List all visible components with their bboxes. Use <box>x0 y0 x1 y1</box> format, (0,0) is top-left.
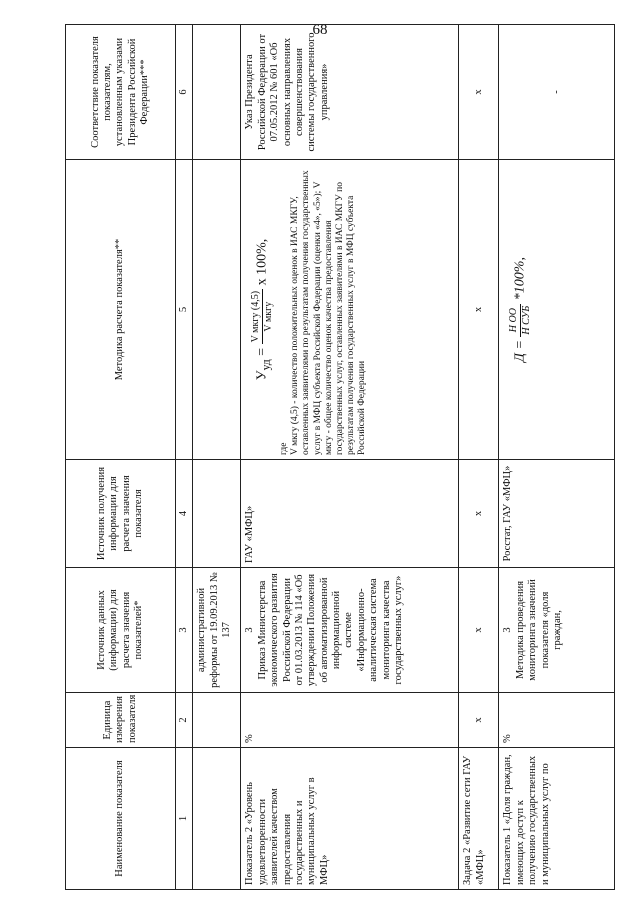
cell-name <box>193 748 241 890</box>
cell-method <box>241 160 459 460</box>
table-row <box>499 25 615 890</box>
header-method: Методика расчета показателя** <box>66 160 176 460</box>
cell-method <box>499 160 615 460</box>
cell-data-source: 3 Методика проведения мониторинга значений показателя «доля граждан, <box>499 568 615 693</box>
header-data-source: Источник данных (информации) для расчета значения показателей* <box>66 568 176 693</box>
satisfaction-formula: $У_{уд}$ = V мкгу (4,5) V мкгу x 100%, <box>250 238 275 381</box>
col-number: 3 <box>176 568 193 693</box>
header-decree: Соответствие показателя показателям, установленным указами Президента Российской Федерации*** <box>66 25 176 160</box>
header-info-source: Источник получения информации для расчета значения показателя <box>66 460 176 568</box>
formula-fraction: V мкгу (4,5) V мкгу <box>250 290 275 343</box>
cell-unit: % <box>241 693 459 748</box>
cell-method <box>193 160 241 460</box>
column-number-row <box>176 25 193 890</box>
cell-info-source: ГАУ «МФЦ» <box>241 460 459 568</box>
share-formula: Д = H ОО H СУБ *100%, <box>508 257 533 362</box>
cell-method: x <box>459 160 499 460</box>
cell-info-source: x <box>459 460 499 568</box>
indicators-table <box>65 24 615 890</box>
cell-decree: - <box>499 25 615 160</box>
table-row <box>241 25 459 890</box>
col-number: 1 <box>176 748 193 890</box>
formula-fraction: H ОО H СУБ <box>508 305 533 335</box>
cell-data-source: административной реформы от 19.09.2013 № 137 <box>193 568 241 693</box>
rotated-table-container <box>65 25 615 890</box>
cell-data-source: x <box>459 568 499 693</box>
cell-info-source: Росстат, ГАУ «МФЦ» <box>499 460 615 568</box>
cell-decree <box>193 25 241 160</box>
formula-explanation: V мкгу (4,5) - количество положительных оценок в ИАС МКГУ, оставленных заявителями по результатам получения государственных услуг в МФЦ субъекта Российской Федерации (оценки «4», «5»); V мкгу - общее количество оценок качества предоставления государственных услуг, оставленных заявителями в ИАС МКГУ по результатам получения государственных услуг в МФЦ субъекта Российской Федерации <box>290 170 368 455</box>
formula-where: где <box>278 442 289 455</box>
cell-unit: x <box>459 693 499 748</box>
col-number: 4 <box>176 460 193 568</box>
cell-name: Задача 2 «Развитие сети ГАУ «МФЦ» <box>459 748 499 890</box>
header-unit: Единица измерения показателя <box>66 693 176 748</box>
cell-decree: Указ Президента Российской Федерации от 07.05.2012 № 601 «Об основных направлениях совершенствования системы государственного управления» <box>241 25 459 160</box>
cell-name: Показатель 2 «Уровень удовлетворенности заявителей качеством предоставления государственных и муниципальных услуг в МФЦ» <box>241 748 459 890</box>
page-number: 68 <box>312 22 328 38</box>
cell-unit: % <box>499 693 615 748</box>
cell-name: Показатель 1 «Доля граждан, имеющих доступ к получению государственных и муниципальных услуг по <box>499 748 615 890</box>
col-number: 5 <box>176 160 193 460</box>
cell-decree: x <box>459 25 499 160</box>
cell-unit <box>193 693 241 748</box>
table-row <box>193 25 241 890</box>
header-row <box>66 25 176 890</box>
table-row <box>459 25 499 890</box>
header-name: Наименование показателя <box>66 748 176 890</box>
cell-info-source <box>193 460 241 568</box>
col-number: 2 <box>176 693 193 748</box>
col-number: 6 <box>176 25 193 160</box>
cell-data-source: 3 Приказ Министерства экономического развития Российской Федерации от 01.03.2013 № 114 «Об утверждении Положения об автоматизированной информационной системе «Информационно-аналитическая система мониторинга качества государственных услуг» <box>241 568 459 693</box>
